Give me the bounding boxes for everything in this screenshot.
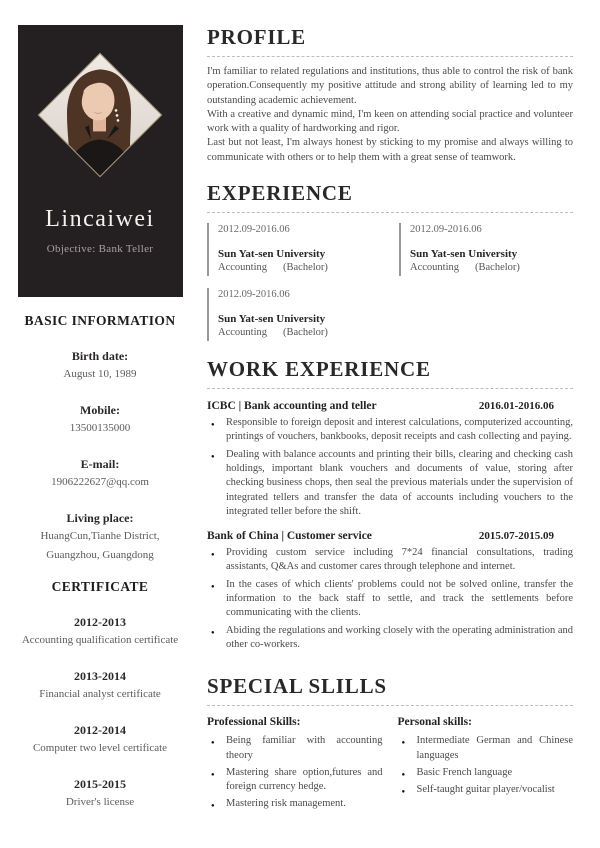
job-bullet: ● Abiding the regulations and working closely with the operating administration and other co-workers. [207, 624, 573, 653]
skill-bullet: ● Basic French language [398, 766, 574, 780]
info-value: HuangCun,Tianhe District, [40, 530, 160, 542]
skill-bullet: ● Self-taught guitar player/vocalist [398, 783, 574, 797]
basic-information-heading: BASIC INFORMATION [24, 313, 176, 328]
info-label: Birth date: [71, 349, 129, 363]
degree-name: (Bachelor) [283, 262, 328, 274]
experience-entry [399, 223, 573, 276]
profile-paragraph: I'm familiar to related regulations and institutions, thus able to control the risk of bank operation.Consequently my positive attitude and strong ability of learning led to my outstanding academic achievement. [207, 66, 573, 106]
skills-grid [207, 716, 573, 814]
experience-section [207, 181, 573, 341]
certificate-heading: CERTIFICATE [51, 579, 149, 594]
skill-bullet: ● Mastering share option,futures and foreign currency hedge. [207, 766, 383, 795]
degree-name: (Bachelor) [283, 327, 328, 339]
major-name: Accounting [410, 262, 459, 274]
certificate-item [0, 668, 200, 703]
candidate-objective: Objective: Bank Teller [46, 243, 154, 255]
experience-entry [207, 223, 381, 276]
profile-title: PROFILE [207, 25, 573, 57]
experience-school: Sun Yat-sen University [410, 248, 518, 261]
certificate-period: 2013-2014 [74, 669, 126, 683]
certificate-name: Driver's license [65, 796, 135, 808]
job-bullets [207, 546, 573, 652]
info-label: E-mail: [80, 457, 120, 471]
profile-photo-frame [38, 53, 162, 177]
job-bullet: ● In the cases of which clients' problems could not be solved online, transfer the information to the back staff to settle, and track the settlements before communicating with the clients. [207, 578, 573, 621]
certificate-name: Financial analyst certificate [39, 688, 161, 700]
experience-major [410, 262, 573, 273]
info-item-birth-date [0, 348, 200, 383]
experience-entry [207, 288, 381, 341]
job-bullet: ● Responsible to foreign deposit and interest calculations, computerized accounting, printings of vouchers, bankbooks, deposit receipts and cash collecting and paying. [207, 416, 573, 445]
work-experience-section [207, 357, 573, 652]
experience-school: Sun Yat-sen University [218, 313, 326, 326]
experience-date: 2012.09-2016.06 [218, 289, 290, 301]
professional-skills-column [207, 716, 383, 814]
basic-information-section [0, 313, 200, 811]
job-header [207, 400, 573, 412]
experience-major [218, 327, 381, 338]
skill-bullet: ● Being familiar with accounting theory [207, 734, 383, 763]
info-value: August 10, 1989 [63, 368, 137, 380]
experience-date: 2012.09-2016.06 [218, 224, 290, 236]
special-skills-section [207, 674, 573, 814]
sidebar-header-panel [18, 25, 183, 297]
job-bullet: ● Providing custom service including 7*24 financial consultations, trading assistants, Q&As and customer cares through telephone and internet. [207, 546, 573, 575]
info-value: 1906222627@qq.com [51, 476, 149, 488]
info-label: Mobile: [80, 403, 120, 417]
certificate-item [0, 776, 200, 811]
experience-school: Sun Yat-sen University [218, 248, 326, 261]
degree-name: (Bachelor) [475, 262, 520, 274]
experience-title: EXPERIENCE [207, 181, 573, 213]
job-title: ICBC | Bank accounting and teller [207, 400, 377, 413]
portrait-woman-image [38, 53, 162, 177]
info-item-living-place [0, 510, 200, 564]
job-bullets [207, 416, 573, 519]
main-content [200, 0, 600, 848]
info-item-mobile [0, 402, 200, 437]
job-entry [207, 530, 573, 652]
job-header [207, 530, 573, 542]
profile-section [207, 25, 573, 165]
experience-date: 2012.09-2016.06 [410, 224, 482, 236]
info-label: Living place: [66, 511, 134, 525]
certificate-name: Computer two level certificate [32, 742, 168, 754]
sidebar [0, 0, 200, 848]
info-value: 13500135000 [69, 422, 131, 434]
skills-column-heading: Professional Skills: [207, 716, 301, 729]
job-entry [207, 400, 573, 519]
job-bullet: ● Dealing with balance accounts and printing their bills, clearing and checking cash holdings, important blank vouchers and documents of value, storing after checking business chops, then seal the previous materials under the supervision of integrated tellers and transfer the data of accounts including vouchers to the integrated teller before the shift. [207, 448, 573, 519]
info-item-email [0, 456, 200, 491]
certificate-period: 2012-2013 [74, 615, 126, 629]
certificate-name: Accounting qualification certificate [21, 634, 179, 646]
experience-major [218, 262, 381, 273]
special-skills-title: SPECIAL SLILLS [207, 674, 573, 706]
job-date: 2016.01-2016.06 [478, 400, 554, 413]
profile-paragraph: With a creative and dynamic mind, I'm keen on attending social practice and volunteer work with a quality of hardworking and rigor. [207, 108, 573, 135]
job-date: 2015.07-2015.09 [478, 530, 554, 543]
skill-bullet: ● Mastering risk management. [207, 797, 383, 811]
certificate-period: 2012-2014 [74, 723, 126, 737]
info-value: Guangzhou, Guangdong [46, 549, 154, 561]
work-experience-title: WORK EXPERIENCE [207, 357, 573, 389]
personal-skills-column [398, 716, 574, 814]
major-name: Accounting [218, 327, 267, 339]
experience-grid [207, 223, 573, 341]
certificate-item [0, 722, 200, 757]
certificate-item [0, 614, 200, 649]
job-title: Bank of China | Customer service [207, 530, 372, 543]
skill-bullet: ● Intermediate German and Chinese languages [398, 734, 574, 763]
skills-column-heading: Personal skills: [397, 716, 472, 729]
certificate-period: 2015-2015 [74, 777, 126, 791]
profile-paragraph: Last but not least, I'm always honest by sticking to my promise and always willing to communicate with others or to help them with a great sense of teamwork. [207, 137, 573, 163]
major-name: Accounting [218, 262, 267, 274]
candidate-name: Lincaiwei [45, 206, 155, 232]
profile-photo [38, 53, 162, 177]
